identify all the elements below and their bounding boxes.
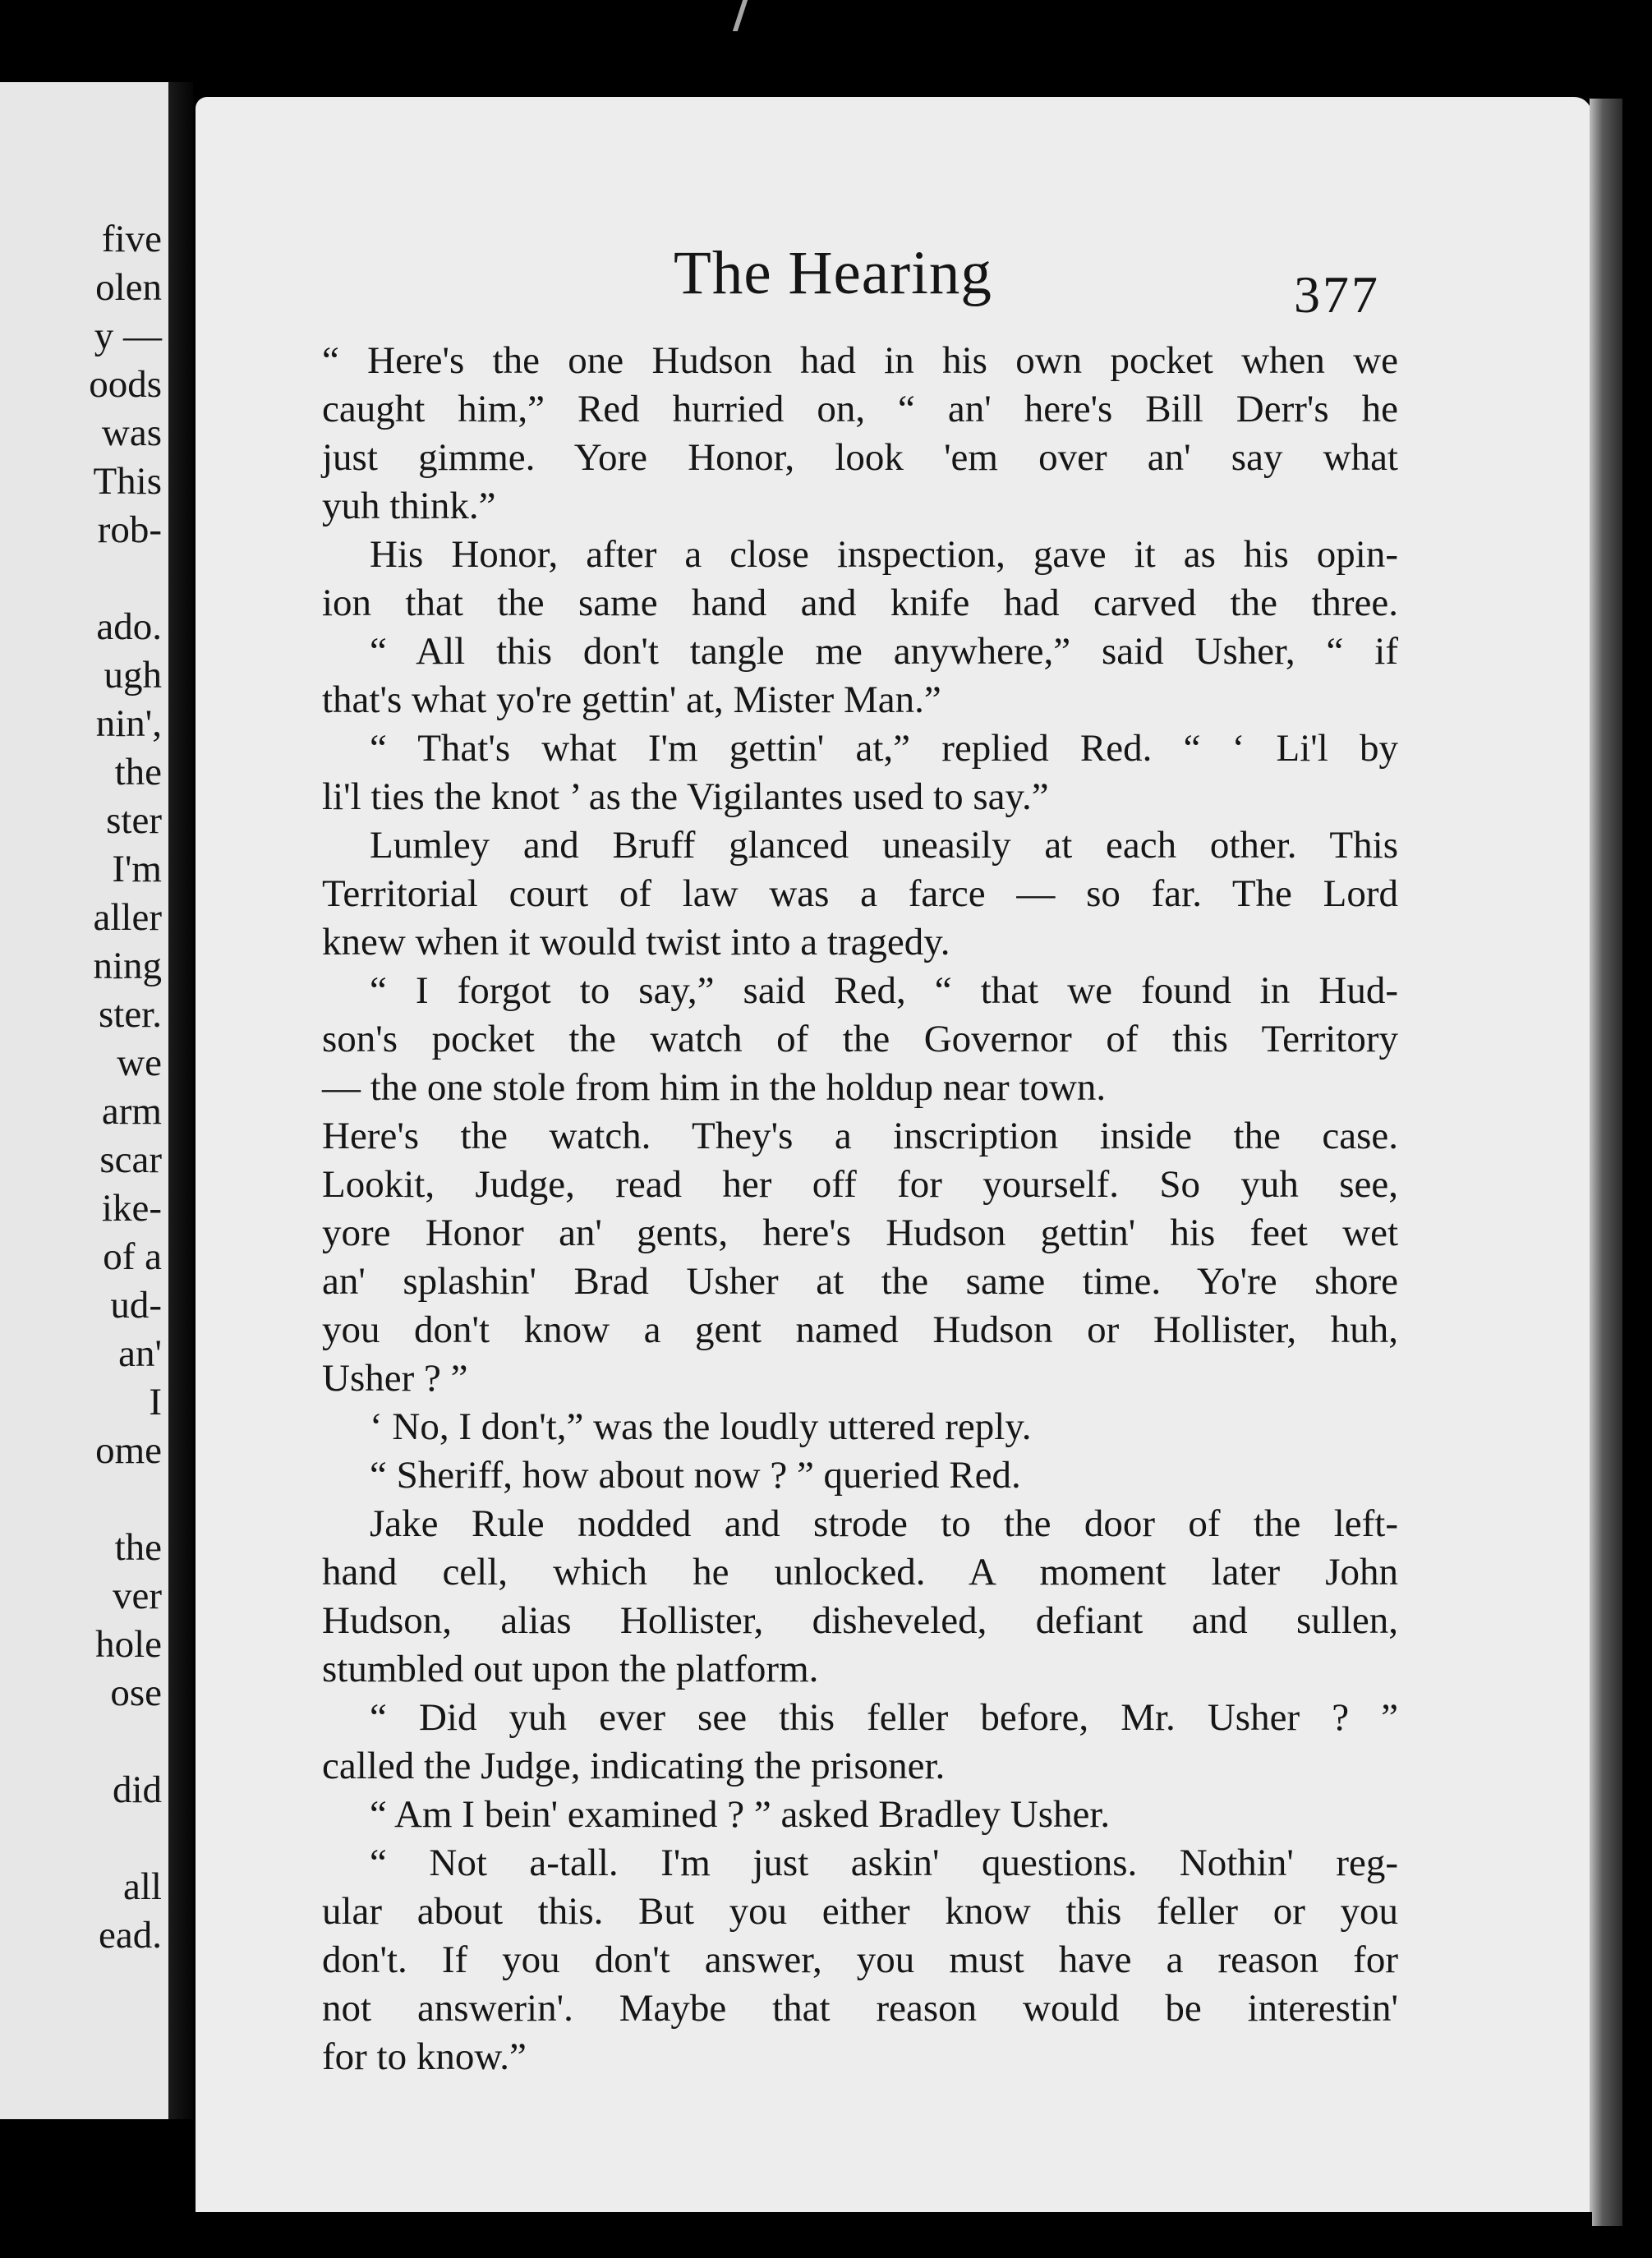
previous-page-fragment <box>0 82 168 2119</box>
left-page-line: nin', <box>95 702 162 745</box>
left-page-line: the <box>114 1526 162 1569</box>
text-line: for to know.” <box>322 2035 527 2078</box>
text-line: you don't know a gent named Hudson or Hollister, huh, <box>322 1308 1398 1351</box>
text-line: an' splashin' Brad Usher at the same time. Yo're shore <box>322 1260 1398 1303</box>
text-line: Here's the watch. They's a inscription inside the case. <box>322 1115 1398 1157</box>
text-line: “ That's what I'm gettin' at,” replied Red. “ ‘ Li'l by <box>370 727 1398 770</box>
left-page-line: ud- <box>110 1284 162 1327</box>
text-line: hand cell, which he unlocked. A moment later John <box>322 1551 1398 1593</box>
text-line: don't. If you don't answer, you must have a reason for <box>322 1938 1398 1981</box>
page-number: 377 <box>1294 265 1380 324</box>
text-line: “ Am I bein' examined ? ” asked Bradley Usher. <box>370 1793 1111 1836</box>
text-line: “ Here's the one Hudson had in his own pocket when we <box>322 339 1398 382</box>
text-line: Hudson, alias Hollister, disheveled, defiant and sullen, <box>322 1599 1398 1642</box>
text-line: not answerin'. Maybe that reason would be interestin' <box>322 1987 1398 2030</box>
left-page-line: of a <box>103 1235 162 1278</box>
running-head: The Hearing <box>674 239 992 307</box>
left-page-line: five <box>101 218 162 260</box>
left-page-line: I <box>149 1381 162 1423</box>
text-line: yore Honor an' gents, here's Hudson gettin' his feet wet <box>322 1212 1398 1254</box>
text-line: son's pocket the watch of the Governor of this Territory <box>322 1018 1398 1060</box>
left-page-line: ver <box>112 1575 162 1617</box>
left-page-line: ike- <box>101 1187 162 1230</box>
text-line: Lumley and Bruff glanced uneasily at each other. This <box>370 824 1398 867</box>
left-page-line: rob- <box>97 508 162 551</box>
left-page-line: arm <box>101 1090 162 1133</box>
left-page-line: the <box>114 751 162 793</box>
text-line: “ I forgot to say,” said Red, “ that we found in Hud- <box>370 969 1398 1012</box>
scan-mark <box>733 0 766 31</box>
text-line: “ Sheriff, how about now ? ” queried Red. <box>370 1454 1021 1497</box>
left-page-line: ose <box>110 1672 162 1714</box>
text-line: li'l ties the knot ’ as the Vigilantes used to say.” <box>322 775 1049 818</box>
left-page-line: an' <box>118 1332 162 1375</box>
text-line: Jake Rule nodded and strode to the door of the left- <box>370 1502 1398 1545</box>
body-text <box>322 337 1398 2081</box>
text-line: just gimme. Yore Honor, look 'em over an' say what <box>322 436 1398 479</box>
text-line: “ All this don't tangle me anywhere,” said Usher, “ if <box>370 630 1398 673</box>
text-line: that's what yo're gettin' at, Mister Man.” <box>322 678 941 721</box>
left-page-line: all <box>123 1865 162 1908</box>
left-page-line: This <box>93 460 162 503</box>
text-line: Usher ? ” <box>322 1357 468 1400</box>
left-page-line: hole <box>95 1623 162 1666</box>
left-page-line: y — <box>94 315 162 357</box>
text-line: knew when it would twist into a tragedy. <box>322 921 950 963</box>
text-line: His Honor, after a close inspection, gave it as his opin- <box>370 533 1398 576</box>
left-page-line: oods <box>89 363 162 406</box>
left-page-line: did <box>112 1768 162 1811</box>
left-page-line: ugh <box>104 654 162 697</box>
text-line: stumbled out upon the platform. <box>322 1648 819 1690</box>
left-page-line: aller <box>93 896 162 939</box>
text-line: Territorial court of law was a farce — so far. The Lord <box>322 872 1398 915</box>
text-line: ular about this. But you either know this feller or you <box>322 1890 1398 1933</box>
text-line: “ Did yuh ever see this feller before, Mr. Usher ? ” <box>370 1696 1398 1739</box>
text-line: Lookit, Judge, read her off for yourself. So yuh see, <box>322 1163 1398 1206</box>
text-line: caught him,” Red hurried on, “ an' here's Bill Derr's he <box>322 388 1398 430</box>
book-gutter <box>168 82 193 2119</box>
left-page-line: ead. <box>99 1914 162 1957</box>
left-page-line: I'm <box>112 848 162 890</box>
text-line: yuh think.” <box>322 485 496 527</box>
left-page-line: ster. <box>98 993 162 1036</box>
left-page-line: olen <box>95 266 162 309</box>
page-edge <box>1590 99 1622 2226</box>
text-line: ion that the same hand and knife had carved the three. <box>322 582 1398 624</box>
left-page-line: ning <box>93 945 162 987</box>
text-line: ‘ No, I don't,” was the loudly uttered reply. <box>370 1405 1032 1448</box>
left-page-line: scar <box>99 1138 162 1181</box>
left-page-line: we <box>117 1042 162 1084</box>
scan-border <box>196 2212 1592 2258</box>
text-line: called the Judge, indicating the prisoner. <box>322 1745 946 1787</box>
left-page-line: ado. <box>96 605 162 648</box>
left-page-line: ster <box>106 799 162 842</box>
left-page-line: ome <box>95 1429 162 1472</box>
text-line: “ Not a-tall. I'm just askin' questions. Nothin' reg- <box>370 1842 1398 1884</box>
text-line: — the one stole from him in the holdup near town. <box>322 1066 1107 1109</box>
left-page-line: was <box>101 412 162 454</box>
